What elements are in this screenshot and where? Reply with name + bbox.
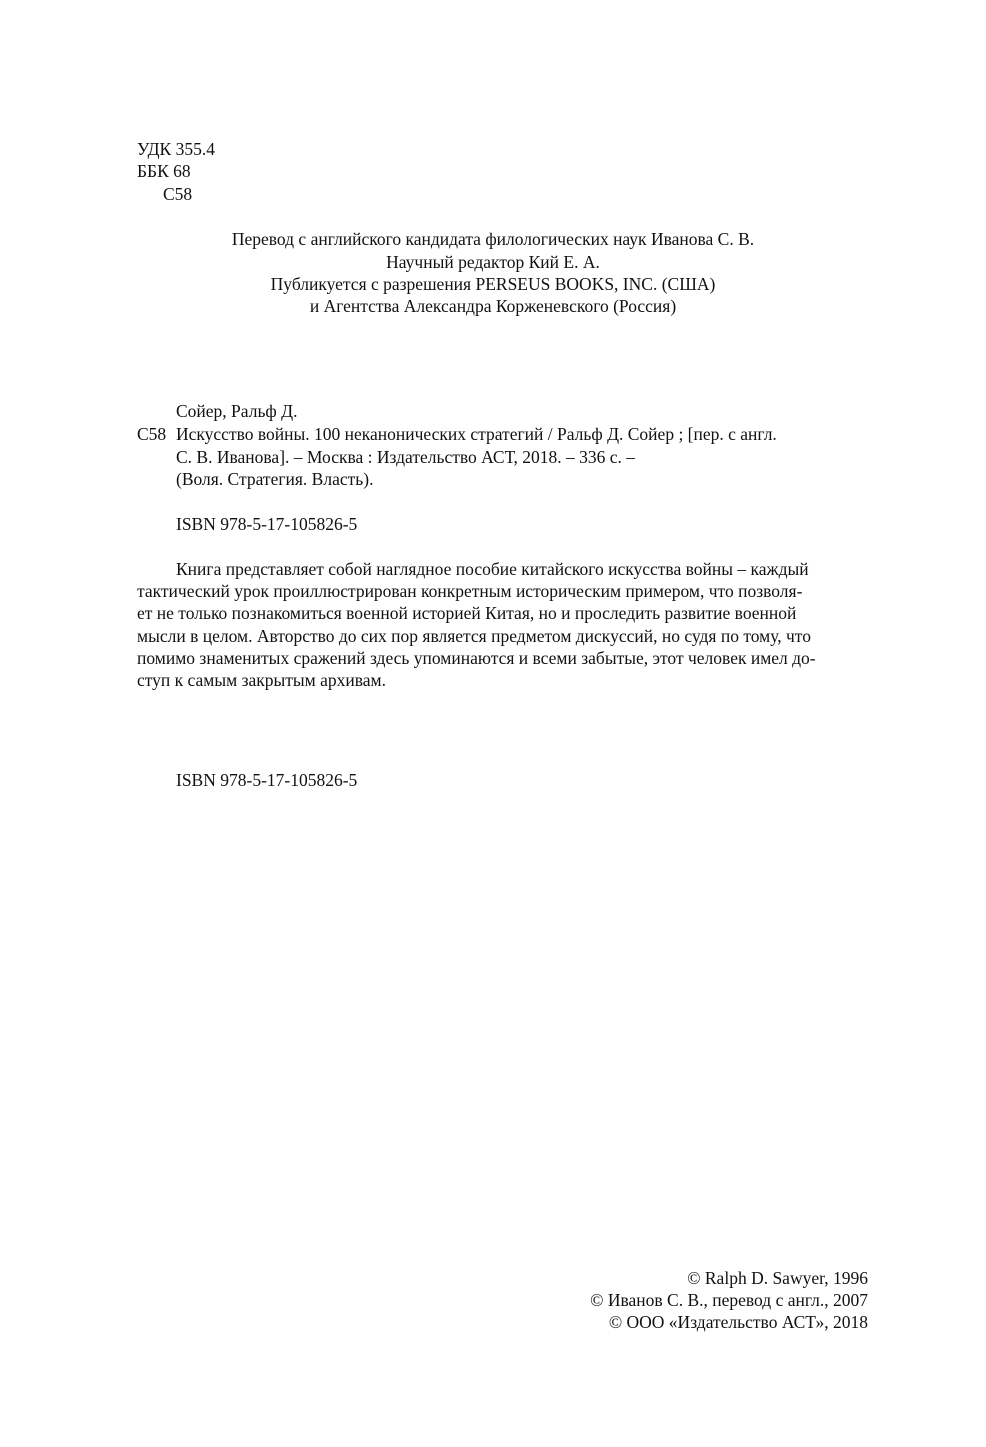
annotation-line-4: мысли в целом. Авторство до сих пор является предметом дискуссий, но судя по тому, что bbox=[137, 626, 811, 646]
annotation-line-3: ет не только познакомиться военной историей Китая, но и проследить развитие военной bbox=[137, 603, 797, 623]
author-mark: С58 bbox=[163, 184, 193, 204]
copyright-translator: © Иванов С. В., перевод с англ., 2007 bbox=[590, 1290, 868, 1310]
annotation-line-2: тактический урок проиллюстрирован конкретным историческим примером, что позволя- bbox=[137, 581, 803, 601]
editor-credit: Научный редактор Кий Е. А. bbox=[386, 252, 600, 272]
catalog-line-1: Искусство войны. 100 неканонических стратегий / Ральф Д. Сойер ; [пер. с англ. bbox=[176, 424, 777, 444]
bbk-code: ББК 68 bbox=[137, 161, 191, 181]
copyright-publisher: © ООО «Издательство АСТ», 2018 bbox=[608, 1312, 868, 1332]
copyright-author: © Ralph D. Sawyer, 1996 bbox=[687, 1268, 868, 1288]
agency-credit: и Агентства Александра Корженевского (Россия) bbox=[309, 296, 677, 316]
isbn-bottom: ISBN 978-5-17-105826-5 bbox=[176, 770, 358, 790]
catalog-mark: С58 bbox=[137, 424, 167, 444]
catalog-line-3: (Воля. Стратегия. Власть). bbox=[176, 469, 374, 489]
catalog-line-2: С. В. Иванова]. – Москва : Издательство АСТ, 2018. – 336 с. – bbox=[176, 447, 636, 467]
annotation-line-6: ступ к самым закрытым архивам. bbox=[137, 670, 387, 690]
translator-credit: Перевод с английского кандидата филологических наук Иванова С. В. bbox=[231, 229, 755, 249]
udk-code: УДК 355.4 bbox=[137, 139, 215, 159]
annotation-line-5: помимо знаменитых сражений здесь упоминаются и всеми забытые, этот человек имел до- bbox=[137, 648, 816, 668]
catalog-isbn: ISBN 978-5-17-105826-5 bbox=[176, 514, 358, 534]
permission-credit: Публикуется с разрешения PERSEUS BOOKS, INC. (США) bbox=[270, 274, 716, 294]
catalog-author: Сойер, Ральф Д. bbox=[176, 401, 298, 421]
annotation-line-1: Книга представляет собой наглядное пособие китайского искусства войны – каждый bbox=[176, 559, 809, 579]
